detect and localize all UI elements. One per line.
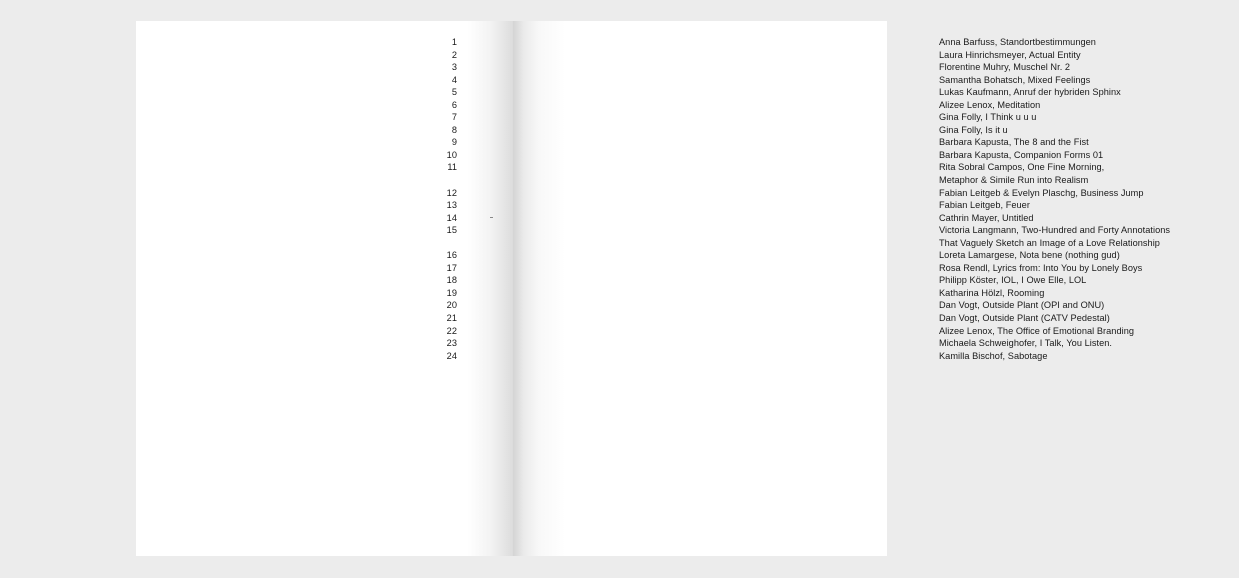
entry-number: 16 (446, 250, 457, 261)
entry-number: 7 (451, 112, 457, 123)
entry-title: Anna Barfuss, Standortbestimmungen (939, 37, 1096, 47)
entry-number: 15 (446, 225, 457, 236)
entry-number: 21 (446, 313, 457, 324)
entry-title: Alizee Lenox, Meditation (939, 99, 1041, 110)
entry-title: Gina Folly, I Think u u u (939, 112, 1037, 123)
left-page (136, 21, 513, 556)
entry-title: Katharina Hölzl, Rooming (939, 287, 1045, 298)
entry-number: 3 (451, 62, 457, 73)
entry-number: 18 (446, 275, 457, 286)
entry-number: 6 (451, 99, 457, 110)
entry-title: Barbara Kapusta, The 8 and the Fist (939, 137, 1089, 148)
entry-title: Samantha Bohatsch, Mixed Feelings (939, 74, 1091, 85)
entry-title: Lukas Kaufmann, Anruf der hybriden Sphinx (939, 87, 1121, 98)
entry-number: 14 (446, 212, 457, 223)
entry-number: 8 (451, 124, 457, 135)
entry-title: Rosa Rendl, Lyrics from: Into You by Lonely Boys (939, 262, 1143, 273)
entry-number: 5 (451, 87, 457, 98)
entry-title: Metaphor & Simile Run into Realism (939, 175, 1089, 186)
entry-title: Cathrin Mayer, Untitled (939, 212, 1034, 223)
entry-number: 20 (446, 300, 457, 311)
entry-title: Michaela Schweighofer, I Talk, You Listen. (939, 338, 1113, 349)
book-spread (136, 21, 1171, 556)
entry-number: 17 (446, 262, 457, 273)
entry-title: Florentine Muhry, Muschel Nr. 2 (939, 62, 1071, 73)
number-column (422, 36, 472, 362)
entry-title: Laura Hinrichsmeyer, Actual Entity (939, 49, 1081, 60)
entry-title: Fabian Leitgeb, Feuer (939, 200, 1030, 211)
entry-title: Kamilla Bischof, Sabotage (939, 350, 1048, 361)
entry-list (939, 36, 1239, 362)
entry-title: Alizee Lenox, The Office of Emotional Branding (939, 325, 1135, 336)
entry-number: 4 (451, 74, 457, 85)
entry-number: 11 (447, 162, 457, 173)
entry-title: Barbara Kapusta, Companion Forms 01 (939, 149, 1104, 160)
right-page (513, 21, 1171, 556)
entry-title: Victoria Langmann, Two-Hundred and Forty Annotations (939, 225, 1171, 236)
entry-title: Dan Vogt, Outside Plant (OPI and ONU) (939, 300, 1105, 311)
entry-title: Fabian Leitgeb & Evelyn Plaschg, Business Jump (939, 187, 1144, 198)
entry-number: 13 (446, 200, 457, 211)
gutter-mark (490, 217, 493, 218)
entry-number: 1 (451, 37, 457, 47)
entry-number: 2 (451, 49, 457, 60)
entry-number: 12 (446, 187, 457, 198)
entry-number: 19 (446, 287, 457, 298)
entry-number (422, 174, 472, 187)
entry-title: Loreta Lamargese, Nota bene (nothing gud) (939, 250, 1120, 261)
entry-title: That Vaguely Sketch an Image of a Love Relationship (939, 237, 1160, 248)
entry-number: 24 (446, 350, 457, 361)
entry-number: 22 (446, 325, 457, 336)
entry-title: Dan Vogt, Outside Plant (CATV Pedestal) (939, 313, 1110, 324)
entry-number (422, 237, 472, 250)
entry-title: Gina Folly, Is it u (939, 124, 1008, 135)
entry-number: 23 (446, 338, 457, 349)
entry-title: Rita Sobral Campos, One Fine Morning, (939, 162, 1105, 173)
entry-number: 9 (451, 137, 457, 148)
entry-title: Philipp Köster, IOL, I Owe Elle, LOL (939, 275, 1087, 286)
entry-number: 10 (446, 149, 457, 160)
